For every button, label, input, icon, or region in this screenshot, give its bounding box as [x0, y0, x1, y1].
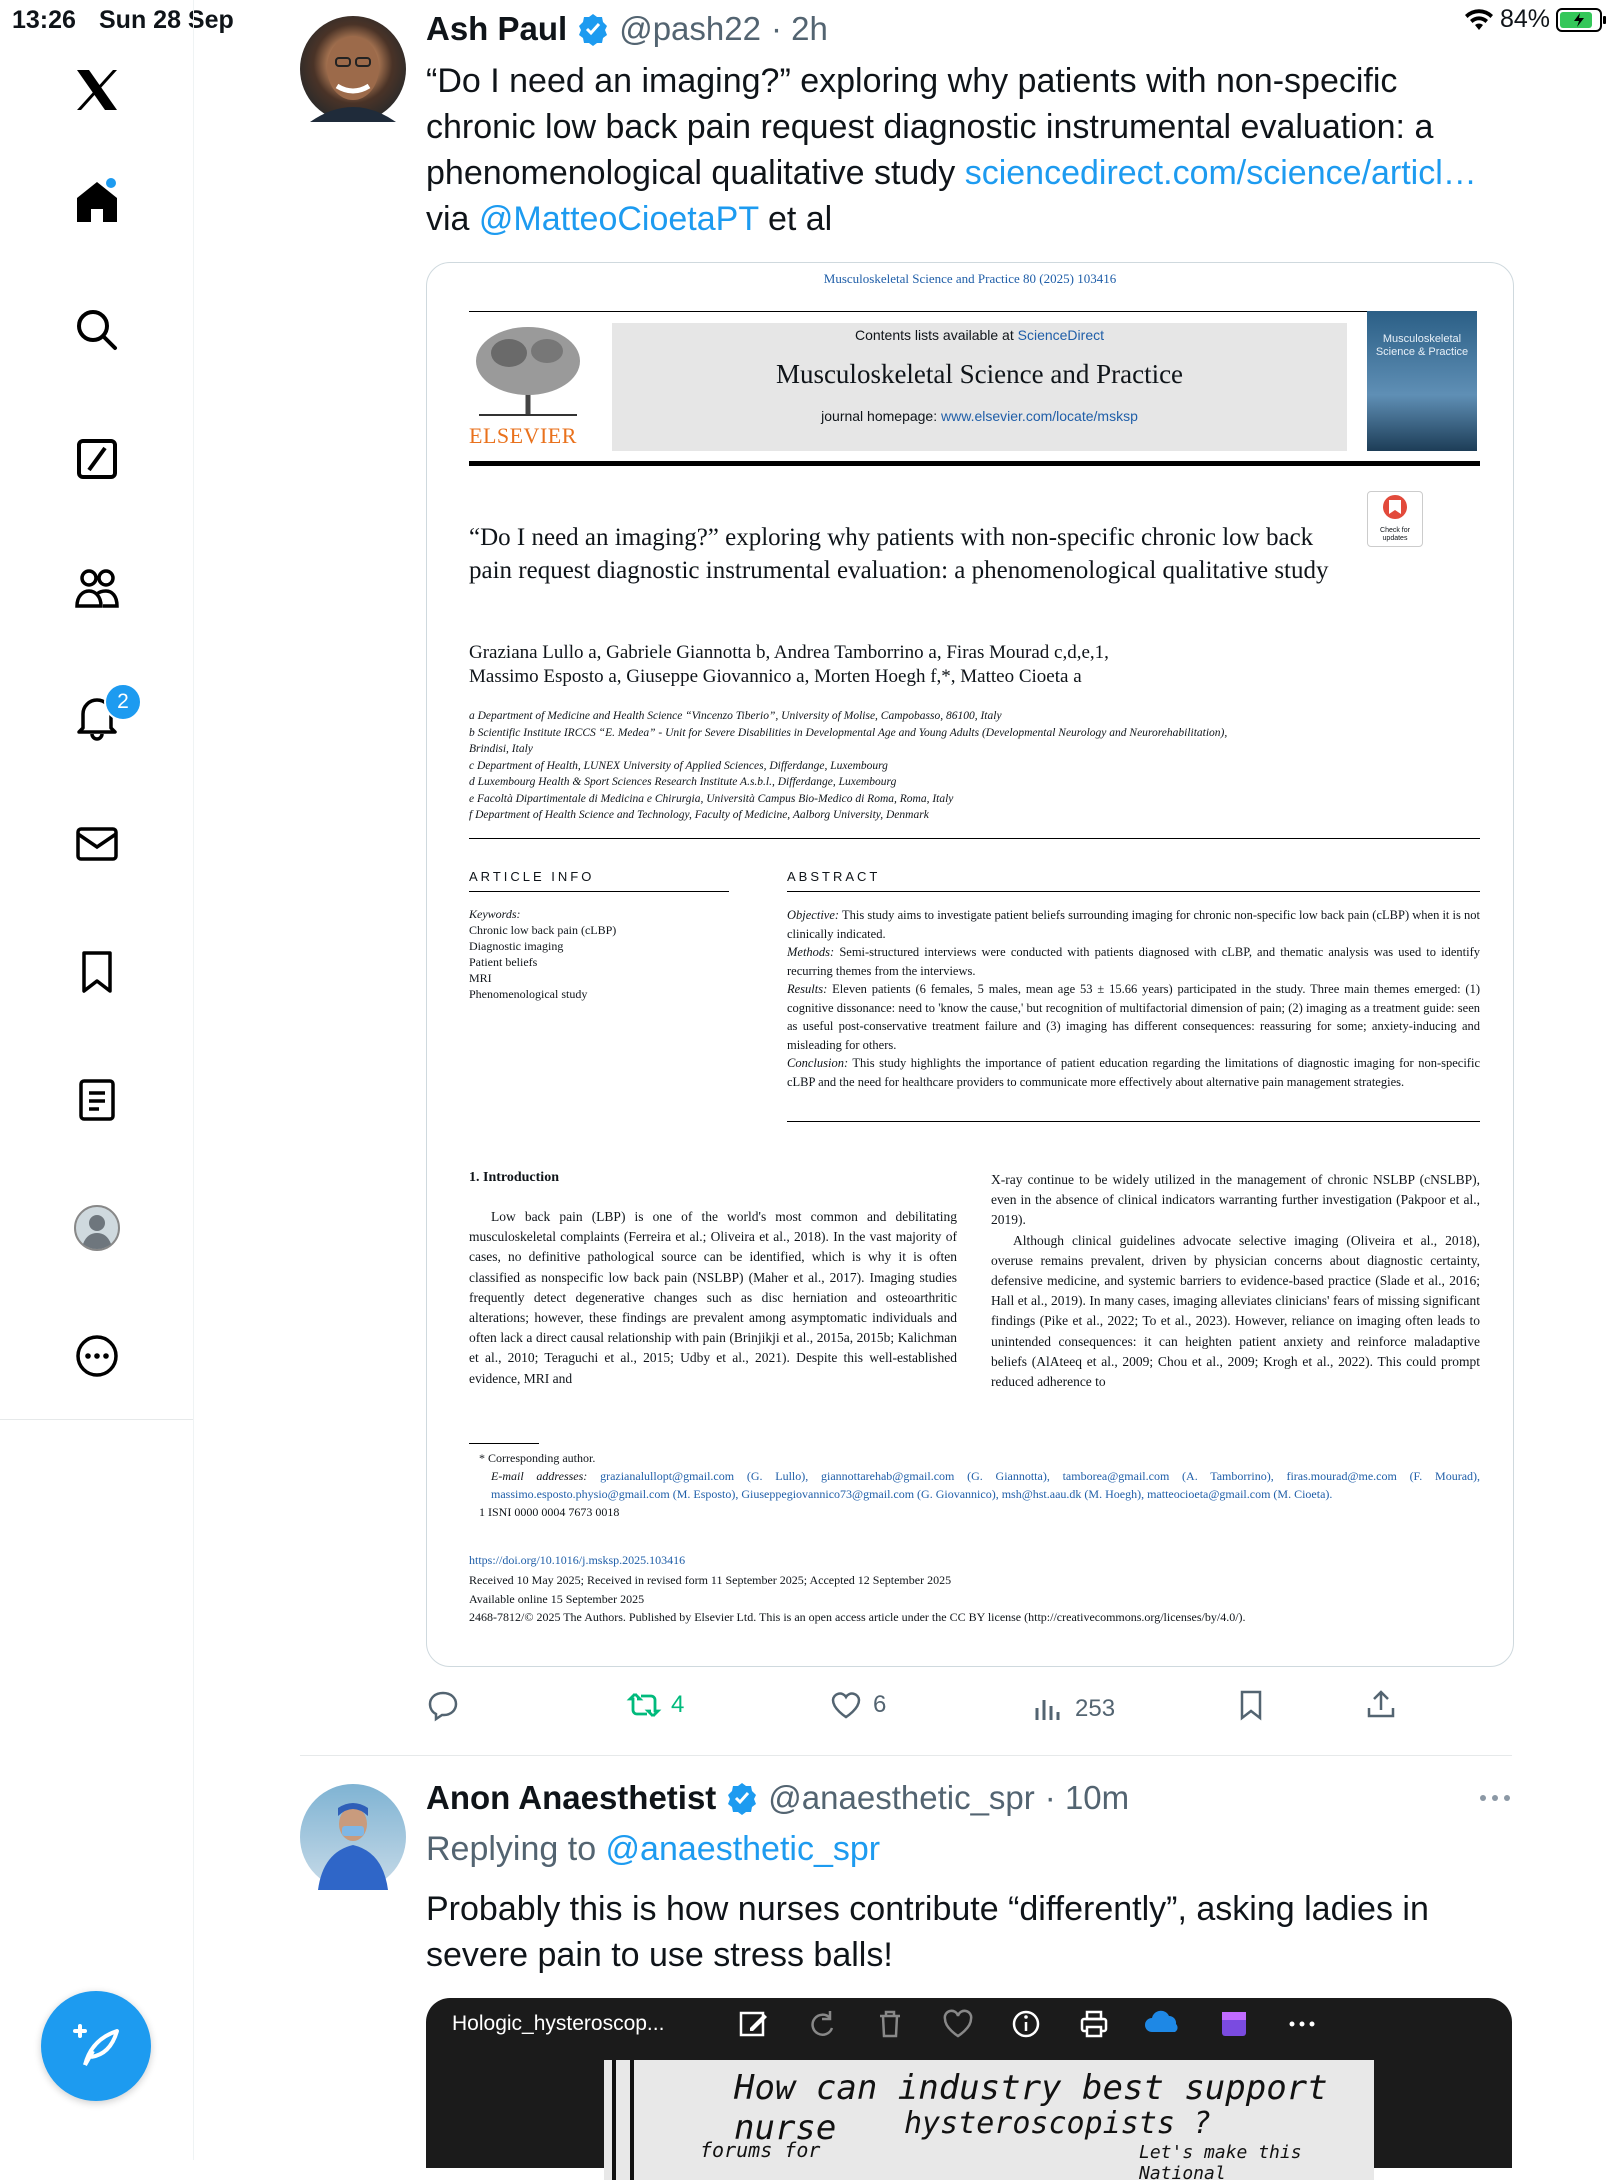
- slide-border: [612, 2060, 634, 2180]
- avatar-anon-anaesthetist[interactable]: [300, 1784, 406, 1890]
- sidebar: [0, 0, 194, 2160]
- lists-icon[interactable]: [62, 1065, 132, 1135]
- journal-banner: [612, 323, 1347, 451]
- elsevier-logo: [469, 323, 587, 448]
- paper-image[interactable]: [426, 262, 1514, 1667]
- retweet-count: 4: [671, 1691, 685, 1718]
- grok-icon[interactable]: [62, 424, 132, 494]
- affiliations: a Department of Medicine and Health Science “Vincenzo Tiberio”, University of Molise, Campobasso, 86100, Italy b Scientific Institute IRCCS “E. Medea” - Unit for Severe Disabilities in Developmental Age and Young Adults (Developmental Neurology and Neurorehabilitation), Brindisi, Italy c Department of Health, LUNEX University of Applied Sciences, Differdange, Luxembourg d Luxembourg Health & Sport Sciences Research Institute A.s.b.l., Differdange, Luxembourg e Facoltà Dipartimentale di Medicina e Chirurgia, Università Campus Bio-Medico di Roma, Roma, Italy f Department of Health Science and Technology, Faculty of Medicine, Aalborg University, Denmark: [469, 710, 1228, 821]
- tweet-time[interactable]: · 2h: [770, 10, 828, 47]
- via-text: via: [426, 200, 470, 238]
- keywords: Keywords: Chronic low back pain (cLBP) Diagnostic imaging Patient beliefs MRI Phenomenological study: [469, 907, 617, 1001]
- author-handle[interactable]: @pash22: [619, 10, 761, 47]
- retweet-button[interactable]: [627, 1688, 684, 1722]
- rule: [469, 838, 1480, 839]
- share-button[interactable]: [1364, 1688, 1398, 1722]
- handwritten-slide: [604, 2060, 1374, 2184]
- rotate-icon[interactable]: [804, 2006, 840, 2042]
- bookmark-icon[interactable]: [62, 937, 132, 1007]
- cover-title: Musculoskeletal Science & Practice: [1375, 333, 1469, 358]
- print-icon[interactable]: [1076, 2006, 1112, 2042]
- like-count: 6: [873, 1691, 887, 1718]
- authors-line-2: Massimo Esposto a, Giuseppe Giovannico a, Morten Hoegh f,*, Matteo Cioeta a: [469, 666, 1082, 687]
- reply-icon: [426, 1688, 460, 1722]
- abstract-text: Objective: This study aims to investigate patient beliefs surrounding imaging for chronic non-specific low back pain (cLBP) when it is not clinically indicated. Methods: Semi-structured interviews were conducted with patients diagnosed with cLBP, and thematic analysis was used to identify recurring themes from the interviews. Results: Eleven patients (6 females, 5 males, mean age 53 ± 15.66 years) participated in the study. Three main themes emerged: (1) cognitive dissonance: need to 'know the cause,' but recognition of multifactorial dimension of pain; (2) imaging as a treatment guide: seen as useful post-conservative treatment failure and (3) imaging has different consequences: reassuring for some; anxiety-inducing and misleading for others. Conclusion: This study highlights the importance of patient education regarding the limitations of diagnostic imaging for non-specific cLBP and the need for healthcare providers to communicate more effectively about alternative pain management strategies.: [787, 908, 1481, 1089]
- heart-icon: [829, 1688, 863, 1722]
- more-horizontal-icon[interactable]: [1284, 2006, 1320, 2042]
- journal-homepage: journal homepage: www.elsevier.com/locate/msksp: [821, 408, 1138, 424]
- wifi-icon: [1464, 8, 1494, 32]
- tweet1-suffix: et al: [767, 200, 833, 238]
- intro-left-column: Low back pain (LBP) is one of the world's most common and debilitating musculoskeletal complaints (Ferreira et al.; Oliveira et al., 2018). In the vast majority of cases, no definitive pathological source can be identified, which is why it is often classified as nonspecific low back pain (NSLBP) (Maher et al., 2017). Imaging studies frequently detect degenerative changes such as disc herniation and osteoarthritic alterations; however, these findings are prevalent among asymptomatic individuals and often lack a direct causal relationship with pain (Brinjikji et al., 2015a, 2015b; Kalichman et al., 2010; Teraguchi et al., 2015; Udby et al., 2021). Despite this well-established evidence, MRI and: [469, 1209, 957, 1386]
- x-logo-icon[interactable]: [62, 55, 132, 125]
- status-date: Sun 28 Sep: [99, 6, 234, 34]
- bookmark-outline-icon: [1234, 1688, 1268, 1722]
- battery-icon: [1556, 7, 1608, 33]
- home-icon[interactable]: [62, 167, 132, 237]
- authors-line-1: Graziana Lullo a, Gabriele Giannotta b, Andrea Tamborrino a, Firas Mourad c,d,e,1,: [469, 642, 1109, 663]
- delete-icon[interactable]: [872, 2006, 908, 2042]
- intro-right-column: X-ray continue to be widely utilized in the management of chronic NSLBP (cNSLBP), even in the absence of clinical indicators warranting further investigation (Pakpoor et al., 2019). Although clinical guidelines advocate selective imaging (Oliveira et al., 2018), overuse remains prevalent, driven by physician concerns about diagnostic certainty, defensive medicine, and systemic barriers to evidence-based practice (Slade et al., 2016; Hall et al., 2019). In many cases, imaging alleviates clinicians' fears of missing significant findings (Pike et al., 2022; To et al., 2023). However, reliance on imaging often leads to unintended consequences: it can heighten patient anxiety and reinforce maladaptive beliefs (AlAteeq et al., 2009; Chou et al., 2009; Krogh et al., 2022). This could prompt reduced adherence to: [991, 1172, 1480, 1390]
- contents-line: Contents lists available at ScienceDirect: [854, 327, 1104, 343]
- view-count: 253: [1075, 1695, 1116, 1722]
- more-icon[interactable]: [62, 1321, 132, 1391]
- author-name[interactable]: Anon Anaesthetist: [426, 1779, 717, 1816]
- check-updates-badge: [1367, 491, 1423, 547]
- notification-badge: 2: [104, 683, 142, 721]
- paper-authors: [469, 641, 1389, 689]
- rule: [469, 311, 1374, 312]
- tweet2-media[interactable]: [426, 1998, 1512, 2184]
- tweet1-body: “Do I need an imaging?” exploring why patients with non-specific chronic low back pain request diagnostic instrumental evaluation: a phenomenological qualitative study: [426, 62, 1434, 192]
- handwriting-line-4: forums for: [700, 2138, 821, 2162]
- tweet1-text: [426, 58, 1516, 242]
- like-button[interactable]: [829, 1688, 886, 1722]
- reply-button[interactable]: [426, 1688, 460, 1722]
- author-handle[interactable]: @anaesthetic_spr: [768, 1779, 1035, 1816]
- compose-icon: [69, 2019, 123, 2073]
- check-updates-label: Check for updates: [1380, 527, 1410, 542]
- doi-link: https://doi.org/10.1016/j.msksp.2025.103416: [469, 1553, 686, 1567]
- tweet2-text: Probably this is how nurses contribute “differently”, asking ladies in severe pain to use stress balls!: [426, 1890, 1429, 1974]
- mail-icon[interactable]: [62, 809, 132, 879]
- sidebar-divider: [0, 1419, 193, 1420]
- intro-heading: 1. Introduction: [469, 1170, 559, 1185]
- tweet-time[interactable]: · 10m: [1044, 1779, 1130, 1816]
- article-link[interactable]: sciencedirect.com/science/articl…: [964, 154, 1477, 192]
- communities-icon[interactable]: [62, 553, 132, 623]
- more-options-icon[interactable]: [1478, 1790, 1512, 1808]
- status-indicators: [1464, 5, 1608, 34]
- replying-to: Replying to @anaesthetic_spr: [426, 1830, 881, 1868]
- mention-link[interactable]: @MatteoCioetaPT: [478, 200, 759, 238]
- thick-rule: [469, 461, 1480, 466]
- info-icon[interactable]: [1008, 2006, 1044, 2042]
- verified-badge-icon: [577, 13, 609, 45]
- article-info-heading: ARTICLE INFO: [469, 869, 595, 884]
- footnotes: * Corresponding author. E-mail addresses: grazianalullopt@gmail.com (G. Lullo), giannottarehab@gmail.com (G. Giannotta), tamborea@gmail.com (A. Tamborrino), firas.mourad@me.com (F. Mourad), massimo.esposto.physio@gmail.com (M. Esposto), Giuseppegiovannico73@gmail.com (G. Giovannico), msh@hst.aau.dk (M. Hoegh), matteocioeta@gmail.com (M. Cioeta). 1 ISNI 0000 0004 7673 0018: [479, 1451, 1481, 1519]
- handwriting-line-1: How can industry best support nurse: [734, 2068, 1328, 2148]
- handwriting-line-3: Let's make this National: [1139, 2142, 1302, 2184]
- avatar-ash-paul[interactable]: [300, 16, 406, 122]
- retweet-icon: [627, 1688, 661, 1722]
- compose-button[interactable]: [41, 1991, 151, 2101]
- status-time: 13:26: [12, 6, 76, 34]
- journal-title: Musculoskeletal Science and Practice: [775, 359, 1184, 389]
- abstract-heading: ABSTRACT: [787, 869, 881, 884]
- tweet-divider: [300, 1755, 1512, 1756]
- tweet2-header: [426, 1779, 1129, 1817]
- media-toolbar: [736, 2006, 1320, 2042]
- footnote-rule: [469, 1443, 539, 1444]
- author-name[interactable]: Ash Paul: [426, 10, 568, 47]
- tweet1-header: [426, 10, 828, 48]
- rule: [469, 891, 729, 892]
- clipchamp-icon[interactable]: [1216, 2006, 1252, 2042]
- views-icon: [1031, 1692, 1065, 1726]
- favorite-icon[interactable]: [940, 2006, 976, 2042]
- replying-to-link[interactable]: @anaesthetic_spr: [605, 1830, 881, 1868]
- paper-header-ref: Musculoskeletal Science and Practice 80 (2025) 103416: [823, 271, 1117, 286]
- media-file-name: Hologic_hysteroscop...: [452, 2012, 665, 2035]
- views-button[interactable]: [1031, 1692, 1115, 1726]
- onedrive-icon[interactable]: [1144, 2006, 1184, 2042]
- rule: [787, 1121, 1480, 1122]
- publication-history: Received 10 May 2025; Received in revised form 11 September 2025; Accepted 12 September 2025 Available online 15 September 2025 2468-7812/© 2025 The Authors. Published by Elsevier Ltd. This is an open access article under the CC BY license (http://creativecommons.org/licenses/by/4.0/).: [469, 1573, 1246, 1624]
- handwriting-line-2: hysteroscopists ?: [904, 2106, 1212, 2141]
- profile-icon[interactable]: [62, 1193, 132, 1263]
- edit-image-icon[interactable]: [736, 2006, 772, 2042]
- journal-cover: [1367, 311, 1477, 451]
- publisher-name: ELSEVIER: [469, 423, 577, 448]
- search-icon[interactable]: [62, 295, 132, 365]
- bookmark-tweet-button[interactable]: [1234, 1688, 1268, 1722]
- verified-badge-icon: [726, 1782, 758, 1814]
- paper-title: “Do I need an imaging?” exploring why patients with non-specific chronic low back pain request diagnostic instrumental evaluation: a phenomenological qualitative study: [469, 524, 1329, 584]
- rule: [787, 891, 1480, 892]
- battery-percent: 84%: [1499, 5, 1550, 33]
- share-icon: [1364, 1688, 1398, 1722]
